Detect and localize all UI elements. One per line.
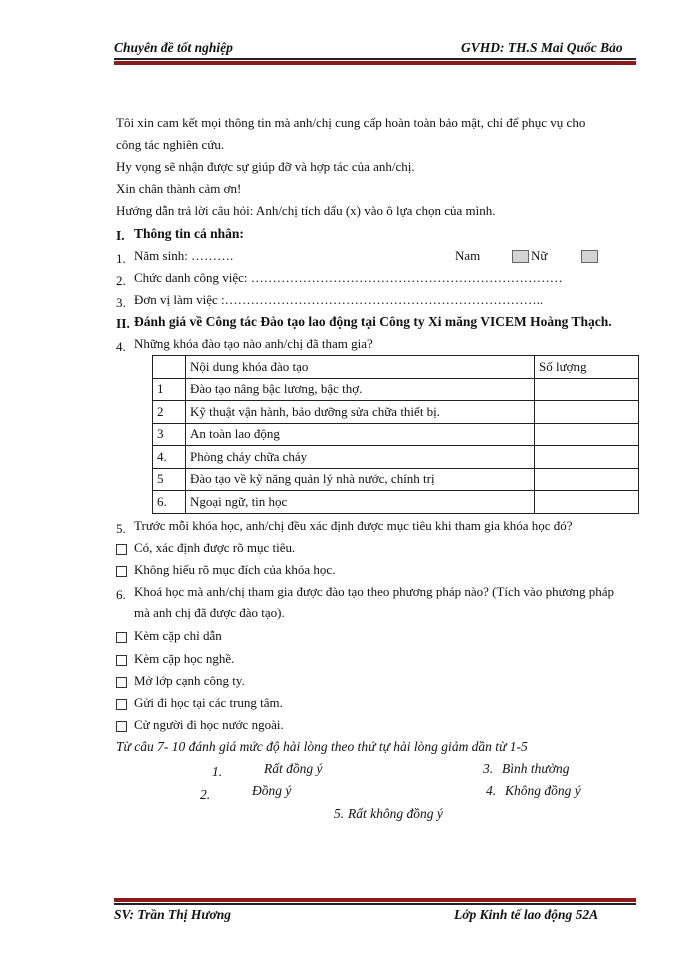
footer-right: Lớp Kinh tế lao động 52A bbox=[454, 907, 599, 922]
q6-option-4: Gửi đi học tại các trung tâm. bbox=[134, 695, 283, 710]
row-no: 6. bbox=[153, 491, 186, 514]
header-rule-thin bbox=[114, 58, 636, 60]
q6-option-4-checkbox[interactable] bbox=[116, 699, 127, 710]
q6-option-5: Cử người đi học nước ngoài. bbox=[134, 717, 284, 732]
scale-2-label: Đồng ý bbox=[252, 783, 292, 798]
scale-5-number: 5. bbox=[334, 806, 345, 821]
q5-option-2: Không hiểu rõ mục đích của khóa học. bbox=[134, 562, 336, 577]
row-course: Kỹ thuật vận hành, bảo dưỡng sửa chữa thiết bị. bbox=[186, 401, 535, 424]
row-no: 3 bbox=[153, 423, 186, 446]
row-count-cell[interactable] bbox=[535, 401, 639, 424]
scale-intro: Từ câu 7- 10 đánh giá mức độ hài lòng theo thứ tự hài lòng giảm dần từ 1-5 bbox=[116, 739, 528, 754]
table-header-content: Nội dung khóa đào tạo bbox=[186, 356, 535, 379]
q6-option-2: Kèm cặp học nghề. bbox=[134, 651, 235, 666]
row-course: Ngoại ngữ, tin học bbox=[186, 491, 535, 514]
row-course: Đào tạo nâng bậc lương, bậc thợ. bbox=[186, 378, 535, 401]
row-count-cell[interactable] bbox=[535, 423, 639, 446]
q6-option-3-checkbox[interactable] bbox=[116, 677, 127, 688]
row-count-cell[interactable] bbox=[535, 446, 639, 469]
footer-left: SV: Trần Thị Hương bbox=[114, 907, 231, 922]
table-header-count: Số lượng bbox=[535, 356, 639, 379]
section-2-number: II. bbox=[116, 316, 130, 331]
header-rule-thick bbox=[114, 61, 636, 65]
q1-birth-year: Năm sinh: ………. bbox=[134, 248, 234, 263]
section-1-title: Thông tin cá nhân: bbox=[134, 226, 244, 241]
gender-female-checkbox[interactable] bbox=[581, 250, 598, 263]
intro-line-3: Hy vọng sẽ nhận được sự giúp đỡ và hợp tác của anh/chị. bbox=[116, 159, 415, 174]
training-courses-table bbox=[152, 355, 639, 514]
q3-number: 3. bbox=[116, 295, 126, 310]
q6-option-5-checkbox[interactable] bbox=[116, 721, 127, 732]
row-course: Đào tạo về kỹ năng quản lý nhà nước, chính trị bbox=[186, 468, 535, 491]
row-no: 4. bbox=[153, 446, 186, 469]
table-row bbox=[153, 491, 639, 514]
q6-option-2-checkbox[interactable] bbox=[116, 655, 127, 666]
row-count-cell[interactable] bbox=[535, 378, 639, 401]
q6-option-1-checkbox[interactable] bbox=[116, 632, 127, 643]
q6-question-line-2: mà anh chị đã được đào tạo). bbox=[134, 605, 285, 620]
table-header-no bbox=[153, 356, 186, 379]
q4-question: Những khóa đào tạo nào anh/chị đã tham gia? bbox=[134, 336, 373, 351]
q6-number: 6. bbox=[116, 587, 126, 602]
row-no: 2 bbox=[153, 401, 186, 424]
q6-question-line-1: Khoá học mà anh/chị tham gia được đào tạo theo phương pháp nào? (Tích vào phương pháp bbox=[134, 584, 615, 599]
q5-number: 5. bbox=[116, 521, 126, 536]
intro-line-4: Xin chân thành cảm ơn! bbox=[116, 181, 242, 196]
table-row bbox=[153, 401, 639, 424]
table-row bbox=[153, 446, 639, 469]
intro-line-5: Hướng dẫn trả lời câu hỏi: Anh/chị tích dấu (x) vào ô lựa chọn của mình. bbox=[116, 203, 496, 218]
intro-line-2: công tác nghiên cứu. bbox=[116, 137, 225, 152]
intro-line-1: Tôi xin cam kết mọi thông tin mà anh/chị cung cấp hoàn toàn bảo mật, chỉ để phục vụ cho bbox=[116, 115, 586, 130]
q3-work-unit: Đơn vị làm việc :……………………………………………………………….. bbox=[134, 292, 544, 307]
header-right: GVHD: TH.S Mai Quốc Bảo bbox=[461, 40, 623, 55]
scale-1-label: Rất đồng ý bbox=[264, 761, 323, 776]
q5-option-2-checkbox[interactable] bbox=[116, 566, 127, 577]
scale-3-number: 3. bbox=[483, 761, 494, 776]
row-course: An toàn lao động bbox=[186, 423, 535, 446]
scale-2-number: 2. bbox=[200, 787, 211, 802]
q6-option-1: Kèm cặp chỉ dẫn bbox=[134, 628, 222, 643]
row-no: 5 bbox=[153, 468, 186, 491]
q4-number: 4. bbox=[116, 339, 126, 354]
table-row bbox=[153, 423, 639, 446]
row-no: 1 bbox=[153, 378, 186, 401]
section-2-title: Đánh giá về Công tác Đào tạo lao động tại Công ty Xi măng VICEM Hoàng Thạch. bbox=[134, 314, 612, 329]
q5-question: Trước mỗi khóa học, anh/chị đều xác định được mục tiêu khi tham gia khóa học đó? bbox=[134, 518, 573, 533]
table-header-row bbox=[153, 356, 639, 379]
q5-option-1-checkbox[interactable] bbox=[116, 544, 127, 555]
q6-option-3: Mở lớp cạnh công ty. bbox=[134, 673, 245, 688]
footer-rule-thick bbox=[114, 898, 636, 902]
row-count-cell[interactable] bbox=[535, 491, 639, 514]
scale-4-label: Không đồng ý bbox=[505, 783, 581, 798]
table-row bbox=[153, 468, 639, 491]
q2-job-title: Chức danh công việc: ……………………………………………………………… bbox=[134, 270, 563, 285]
gender-female-label: Nữ bbox=[531, 248, 548, 263]
scale-1-number: 1. bbox=[212, 764, 223, 779]
footer-rule-thin bbox=[114, 903, 636, 905]
gender-male-checkbox[interactable] bbox=[512, 250, 529, 263]
row-count-cell[interactable] bbox=[535, 468, 639, 491]
scale-5-label: Rất không đồng ý bbox=[348, 806, 443, 821]
scale-3-label: Bình thường bbox=[502, 761, 570, 776]
q5-option-1: Có, xác định được rõ mục tiêu. bbox=[134, 540, 296, 555]
row-course: Phòng cháy chữa cháy bbox=[186, 446, 535, 469]
section-1-number: I. bbox=[116, 228, 125, 243]
gender-male-label: Nam bbox=[455, 248, 481, 263]
q2-number: 2. bbox=[116, 273, 126, 288]
q1-number: 1. bbox=[116, 251, 126, 266]
table-row bbox=[153, 378, 639, 401]
scale-4-number: 4. bbox=[486, 783, 497, 798]
header-left: Chuyên đề tốt nghiệp bbox=[114, 40, 233, 55]
